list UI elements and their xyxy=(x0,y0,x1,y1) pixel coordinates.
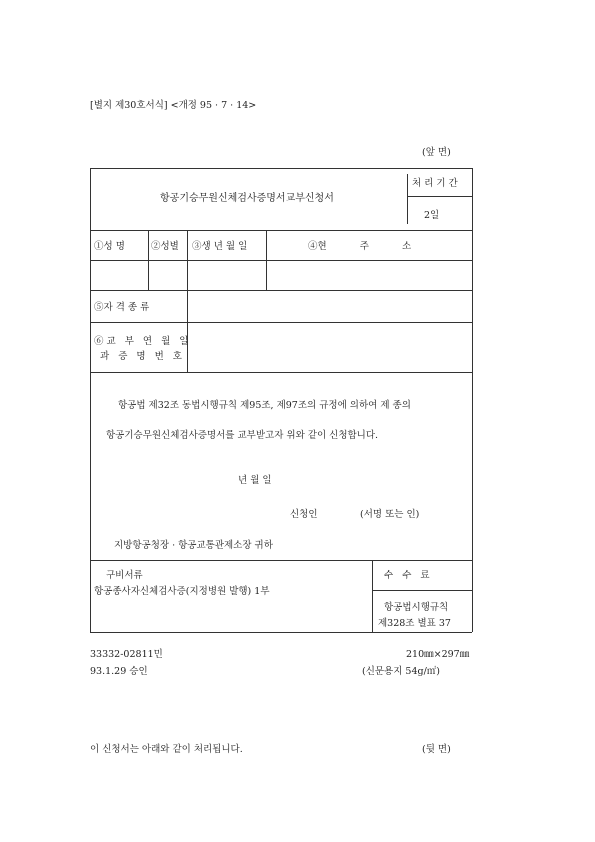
paper-spec: (신문용지 54g/㎡) xyxy=(362,666,441,677)
signature-label: (서명 또는 인) xyxy=(360,509,420,520)
back-side-label: (뒷 면) xyxy=(422,744,451,755)
attachments-label: 구비서류 xyxy=(106,570,143,581)
qualification-type-field[interactable] xyxy=(189,292,470,320)
name-header: ①성 명 xyxy=(94,241,125,252)
application-date: 년 월 일 xyxy=(238,475,272,486)
address-header: ④현 주 소 xyxy=(308,241,412,252)
approval-date: 93.1.29 승인 xyxy=(90,666,148,677)
form-reference: [별지 제30호서식] <개정 95 · 7 · 14> xyxy=(90,100,257,111)
processing-period-label: 처리기간 xyxy=(412,178,461,189)
fee-rule-line-2: 제328조 별표 37 xyxy=(378,618,451,629)
statement-line-1: 항공법 제32조 동법시행규칙 제95조, 제97조의 규정에 의하여 제 종의 xyxy=(118,400,411,411)
paper-size: 210㎜×297㎜ xyxy=(406,649,470,660)
addressee: 지방항공청장 · 항공교통관제소장 귀하 xyxy=(114,540,273,551)
back-note: 이 신청서는 아래와 같이 처리됩니다. xyxy=(90,744,243,755)
attachments-item: 항공종사자신체검사증(지정병원 발행) 1부 xyxy=(94,586,270,597)
issue-date-field[interactable] xyxy=(189,324,470,370)
form-top-rule xyxy=(90,168,472,169)
qualification-type-label: ⑤자 격 종 류 xyxy=(94,302,150,313)
gender-field[interactable] xyxy=(150,262,185,288)
form-title: 항공기승무원신체검사증명서교부신청서 xyxy=(160,193,334,204)
birthdate-header: ③생 년 월 일 xyxy=(192,241,248,252)
applicant-label: 신청인 xyxy=(290,509,318,520)
form-code: 33332-02811민 xyxy=(90,649,163,660)
form-bottom-rule xyxy=(90,632,472,633)
page-side-label: (앞 면) xyxy=(422,147,451,158)
issue-date-label: ⑥교 부 연 월 일 xyxy=(94,336,192,347)
gender-header: ②성별 xyxy=(151,241,179,252)
fee-label: 수 수 료 xyxy=(384,570,433,581)
address-field[interactable] xyxy=(268,262,470,288)
name-field[interactable] xyxy=(92,262,146,288)
statement-line-2: 항공기승무원신체검사증명서를 교부받고자 위와 같이 신청합니다. xyxy=(106,430,379,441)
fee-rule-line-1: 항공법시행규칙 xyxy=(384,602,449,613)
birthdate-field[interactable] xyxy=(189,262,264,288)
certificate-number-label: 과 증 명 번 호 xyxy=(100,351,185,362)
processing-period-value: 2일 xyxy=(424,210,440,221)
